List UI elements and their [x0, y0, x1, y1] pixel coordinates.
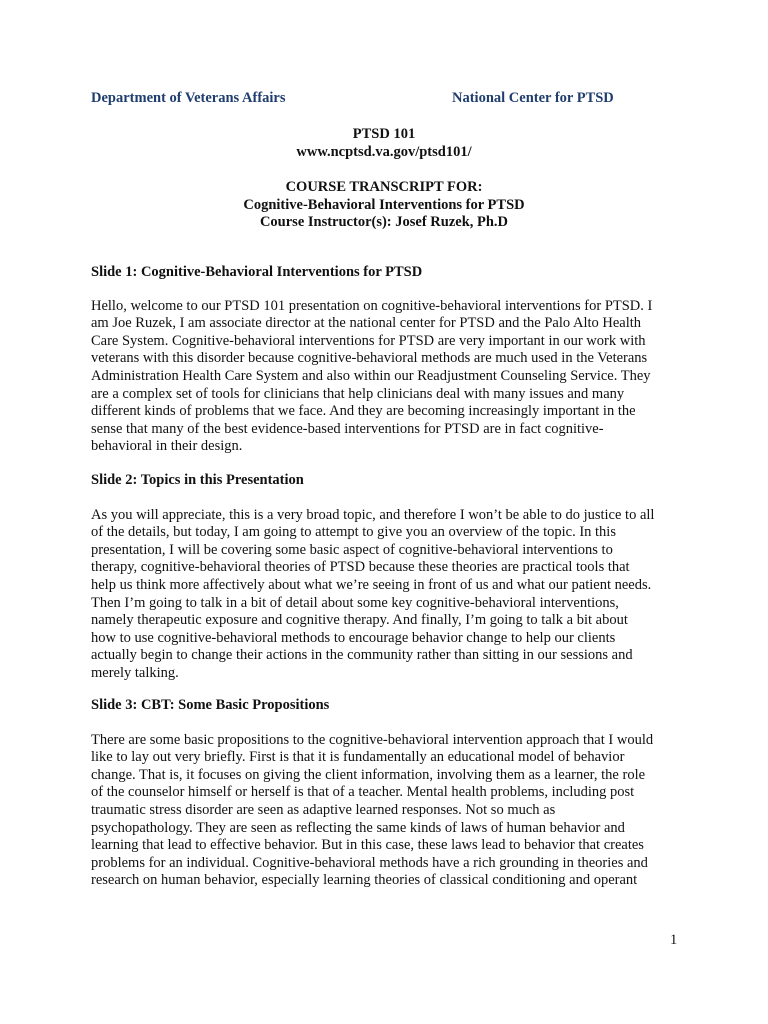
paragraph-line: learning that lead to effective behavior. But in this case, these laws lead to behavior that creates	[91, 837, 644, 854]
paragraph-line: of the counselor himself or herself is that of a teacher. Mental health problems, including post	[91, 784, 635, 801]
paragraph-line: are a complex set of tools for clinicians that help clinicians deal with many issues and many	[91, 385, 625, 402]
paragraph-line: change. That is, it focuses on giving the client information, involving them as a learner, the role	[91, 766, 646, 783]
paragraph-line: sense that many of the best evidence-based interventions for PTSD are in fact cognitive-	[91, 420, 604, 437]
course-info-block	[0, 179, 768, 232]
paragraph-line: Care System. Cognitive-behavioral interventions for PTSD are very important in our work with	[91, 332, 646, 349]
paragraph-line: namely therapeutic exposure and cognitive therapy. And finally, I’m going to talk a bit about	[91, 612, 628, 629]
paragraph-line: veterans with this disorder because cognitive-behavioral methods are much used in the Veterans	[91, 350, 648, 367]
transcript-label: COURSE TRANSCRIPT FOR:	[285, 179, 483, 195]
course-url: www.ncptsd.va.gov/ptsd101/	[296, 143, 472, 160]
slide-2-heading: Slide 2: Topics in this Presentation	[91, 472, 304, 488]
paragraph-line: merely talking.	[91, 664, 179, 681]
paragraph-line: actually begin to change their actions in the community rather than sitting in our sessions and	[91, 647, 633, 664]
paragraph-line: how to use cognitive-behavioral methods to encourage behavior change to help our clients	[91, 629, 616, 646]
slide-3-paragraph	[91, 732, 691, 890]
header-center: National Center for PTSD	[452, 90, 614, 106]
course-title: PTSD 101	[352, 126, 416, 142]
paragraph-line: As you will appreciate, this is a very broad topic, and therefore I won’t be able to do justice to all	[91, 506, 655, 523]
slide-1-section	[91, 264, 691, 456]
title-block	[0, 126, 768, 161]
paragraph-line: psychopathology. They are seen as reflecting the same kinds of laws of human behavior and	[91, 819, 625, 836]
paragraph-line: traumatic stress disorder are seen as adaptive learned responses. Not so much as	[91, 801, 556, 818]
paragraph-line: different kinds of problems that we face. And they are becoming increasingly important in the	[91, 403, 636, 420]
slide-1-paragraph	[91, 298, 691, 456]
paragraph-line: therapy, cognitive-behavioral theories of PTSD because these theories are practical tools that	[91, 559, 630, 576]
paragraph-line: problems for an individual. Cognitive-behavioral methods have a rich grounding in theories and	[91, 854, 648, 871]
slide-1-heading: Slide 1: Cognitive-Behavioral Interventions for PTSD	[91, 264, 423, 280]
paragraph-line: research on human behavior, especially learning theories of classical conditioning and operant	[91, 872, 638, 889]
slide-3-section	[91, 697, 691, 890]
paragraph-line: Hello, welcome to our PTSD 101 presentation on cognitive-behavioral interventions for PTSD. I	[91, 297, 653, 314]
paragraph-line: There are some basic propositions to the cognitive-behavioral intervention approach that I would	[91, 731, 654, 748]
slide-2-paragraph	[91, 507, 691, 683]
slide-3-heading: Slide 3: CBT: Some Basic Propositions	[91, 697, 330, 713]
paragraph-line: presentation, I will be covering some basic aspect of cognitive-behavioral interventions to	[91, 541, 613, 558]
paragraph-line: am Joe Ruzek, I am associate director at the national center for PTSD and the Palo Alto Health	[91, 315, 642, 332]
paragraph-line: like to lay out very briefly. First is that it is fundamentally an educational model of behavior	[91, 749, 625, 766]
paragraph-line: Administration Health Care System and also within our Readjustment Counseling Service. They	[91, 367, 651, 384]
course-name: Cognitive-Behavioral Interventions for PTSD	[243, 196, 525, 213]
slide-2-section	[91, 472, 691, 683]
header-department: Department of Veterans Affairs	[91, 90, 286, 106]
paragraph-line: Then I’m going to talk in a bit of detail about some key cognitive-behavioral interventions,	[91, 594, 619, 611]
paragraph-line: help us think more affectively about what we’re seeing in front of us and what our patient needs.	[91, 576, 652, 593]
course-instructor: Course Instructor(s): Josef Ruzek, Ph.D	[259, 214, 509, 231]
page-number: 1	[670, 932, 678, 948]
paragraph-line: behavioral in their design.	[91, 438, 243, 455]
paragraph-line: of the details, but today, I am going to attempt to give you an overview of the topic. In this	[91, 524, 616, 541]
